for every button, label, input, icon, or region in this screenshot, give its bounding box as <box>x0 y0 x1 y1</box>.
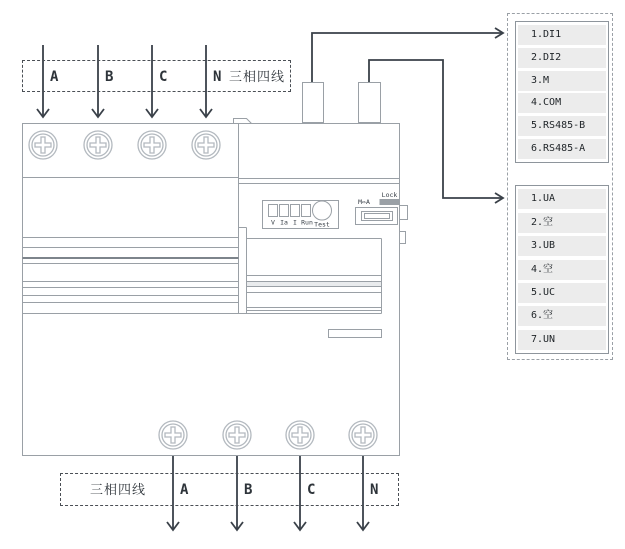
indicator-label-i: I <box>293 218 297 227</box>
pin-row-un: 7.UN <box>518 330 606 350</box>
pin-row-di1: 1.DI1 <box>518 25 606 45</box>
mode-switch-label: M⇔A <box>358 198 370 206</box>
pin-row-uc: 5.UC <box>518 283 606 303</box>
indicator-label-ia: Ia <box>280 218 288 227</box>
wire-to-di-list <box>312 33 502 82</box>
device-body <box>23 124 400 456</box>
pin-row-empty2: 4.空 <box>518 260 606 280</box>
bottom-phase-n: N <box>370 482 379 498</box>
lock-bar <box>380 200 399 205</box>
aux-connector-2 <box>359 83 381 123</box>
top-system-label: 三相四线 <box>229 70 286 85</box>
indicator-label-run: Run <box>301 218 313 227</box>
top-phase-n: N <box>213 69 222 85</box>
pin-row-rs485b: 5.RS485-B <box>518 116 606 136</box>
pin-row-m: 3.M <box>518 71 606 91</box>
indicator-label-v: V <box>271 218 275 227</box>
pin-row-ua: 1.UA <box>518 189 606 209</box>
top-phase-a: A <box>50 69 59 85</box>
pin-list-di <box>515 21 609 163</box>
device-top-tab <box>234 119 252 124</box>
lock-label: Lock <box>381 191 398 199</box>
bottom-phase-a: A <box>180 482 189 498</box>
aux-connector-1 <box>303 83 324 123</box>
top-phase-b: B <box>105 69 114 85</box>
pin-row-empty3: 6.空 <box>518 306 606 326</box>
pin-row-ub: 3.UB <box>518 236 606 256</box>
bottom-phase-c: C <box>307 482 316 498</box>
din-clip-tab-lower <box>400 232 406 244</box>
bottom-phase-b: B <box>244 482 253 498</box>
pin-row-di2: 2.DI2 <box>518 48 606 68</box>
pin-row-empty1: 2.空 <box>518 213 606 233</box>
pin-list-voltage <box>515 185 609 354</box>
pin-row-rs485a: 6.RS485-A <box>518 139 606 159</box>
bottom-system-label: 三相四线 <box>90 483 147 498</box>
test-button-label: Test <box>314 220 330 229</box>
top-phase-c: C <box>159 69 168 85</box>
pin-row-com: 4.COM <box>518 93 606 113</box>
din-clip-tab-upper <box>400 206 408 220</box>
